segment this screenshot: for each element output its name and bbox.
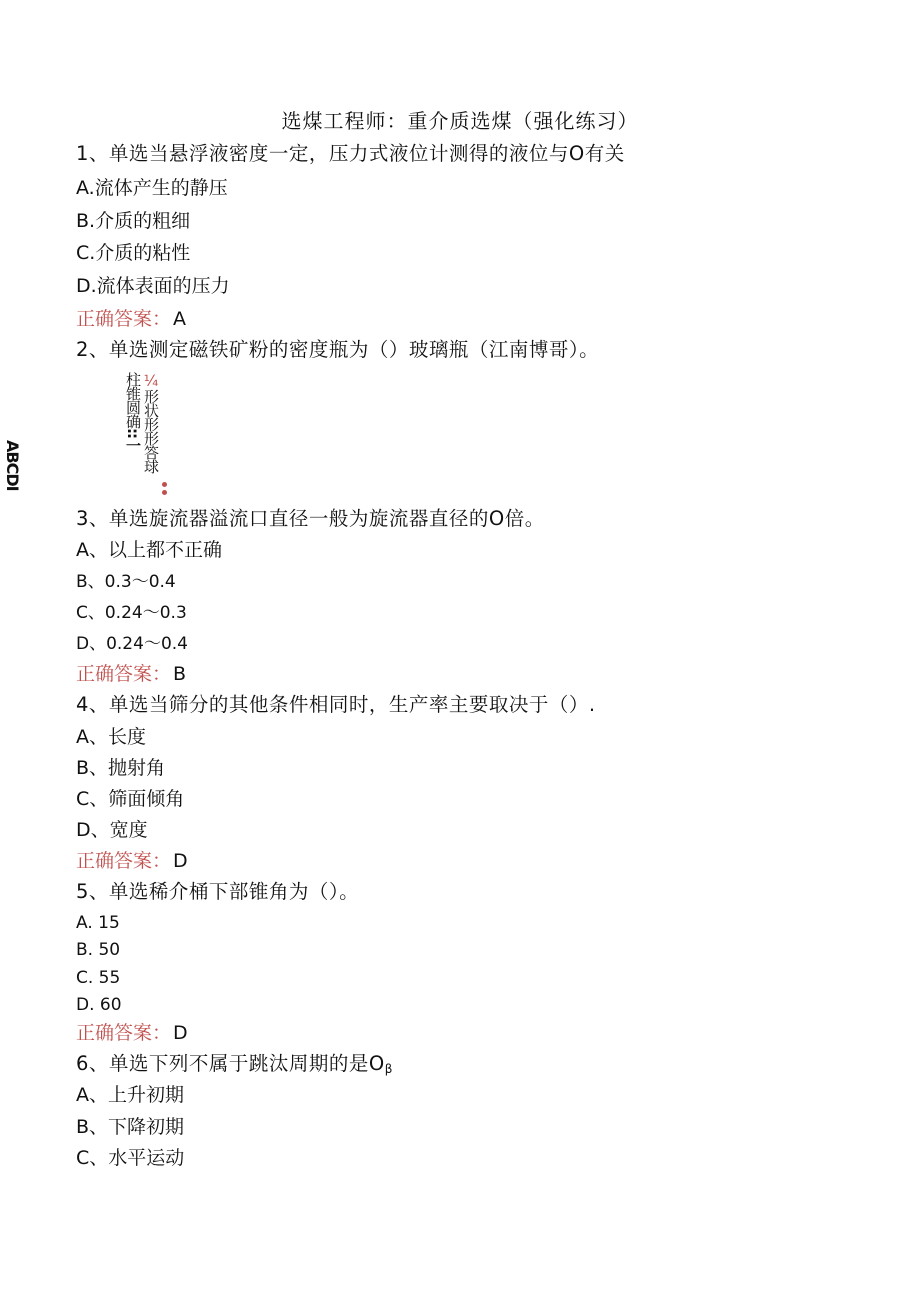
q3-option-d: D、0.24～0.4 — [76, 634, 188, 654]
q4-answer — [76, 849, 188, 873]
garbled-column-2 — [142, 372, 159, 473]
answer-value: A — [173, 308, 187, 330]
question-1: 1、单选当悬浮液密度一定，压力式液位计测得的液位与O有关 — [76, 142, 625, 165]
garbled-options-block — [104, 372, 184, 500]
question-3: 3、单选旋流器溢流口直径一般为旋流器直径的O倍。 — [76, 507, 545, 530]
question-6-subscript: β — [384, 1062, 393, 1076]
q3-option-a: A、以上都不正确 — [76, 539, 222, 561]
red-dot-mark — [162, 482, 167, 487]
q4-option-d: D、宽度 — [76, 819, 148, 841]
garbled-column-1-tail: ::一 — [124, 428, 142, 452]
question-6-text: 6、单选下列不属于跳汰周期的是O — [76, 1052, 385, 1075]
answer-value: D — [173, 1022, 188, 1044]
q3-answer — [76, 662, 186, 686]
answer-label: 正确答案： — [76, 308, 172, 330]
garbled-column-1 — [124, 372, 141, 452]
q6-option-b: B、下降初期 — [76, 1116, 185, 1138]
q1-answer — [76, 307, 186, 331]
answer-label: 正确答案： — [76, 1022, 172, 1044]
q1-option-c: C.介质的粘性 — [76, 242, 191, 264]
q4-option-b: B、抛射角 — [76, 757, 166, 779]
q5-option-b: B. 50 — [76, 940, 121, 960]
answer-label: 正确答案： — [76, 663, 172, 685]
garbled-column-2-head: ¼ — [142, 372, 160, 389]
question-6 — [76, 1052, 393, 1081]
q3-option-c: C、0.24～0.3 — [76, 603, 187, 623]
answer-label: 正确答案： — [76, 850, 172, 872]
page-title: 选煤工程师：重介质选煤（强化练习） — [281, 109, 639, 133]
q5-option-c: C. 55 — [76, 968, 121, 988]
q6-option-c: C、水平运动 — [76, 1147, 185, 1169]
q6-option-a: A、上升初期 — [76, 1084, 184, 1106]
q1-option-a: A.流体产生的静压 — [76, 177, 228, 199]
q4-option-a: A、长度 — [76, 726, 146, 748]
answer-value: D — [173, 850, 188, 872]
q5-answer — [76, 1021, 188, 1045]
q5-option-d: D. 60 — [76, 995, 122, 1015]
red-dot-mark — [162, 490, 167, 495]
garbled-column-1-text: 柱锥圆确 — [124, 372, 142, 428]
answer-value: B — [173, 663, 187, 685]
q3-option-b: B、0.3～0.4 — [76, 572, 176, 592]
question-4: 4、单选当筛分的其他条件相同时，生产率主要取决于（）. — [76, 693, 596, 716]
q5-option-a: A. 15 — [76, 913, 120, 933]
garbled-letters: ABCDI — [3, 440, 22, 491]
q1-option-d: D.流体表面的压力 — [76, 275, 230, 297]
q1-option-b: B.介质的粗细 — [76, 210, 191, 232]
q4-option-c: C、筛面倾角 — [76, 788, 185, 810]
question-5: 5、单选稀介桶下部锥角为（）。 — [76, 880, 360, 903]
question-2: 2、单选测定磁铁矿粉的密度瓶为（）玻璃瓶（江南博哥）。 — [76, 338, 600, 361]
garbled-column-2-text: 形状形形答球 — [142, 389, 160, 473]
